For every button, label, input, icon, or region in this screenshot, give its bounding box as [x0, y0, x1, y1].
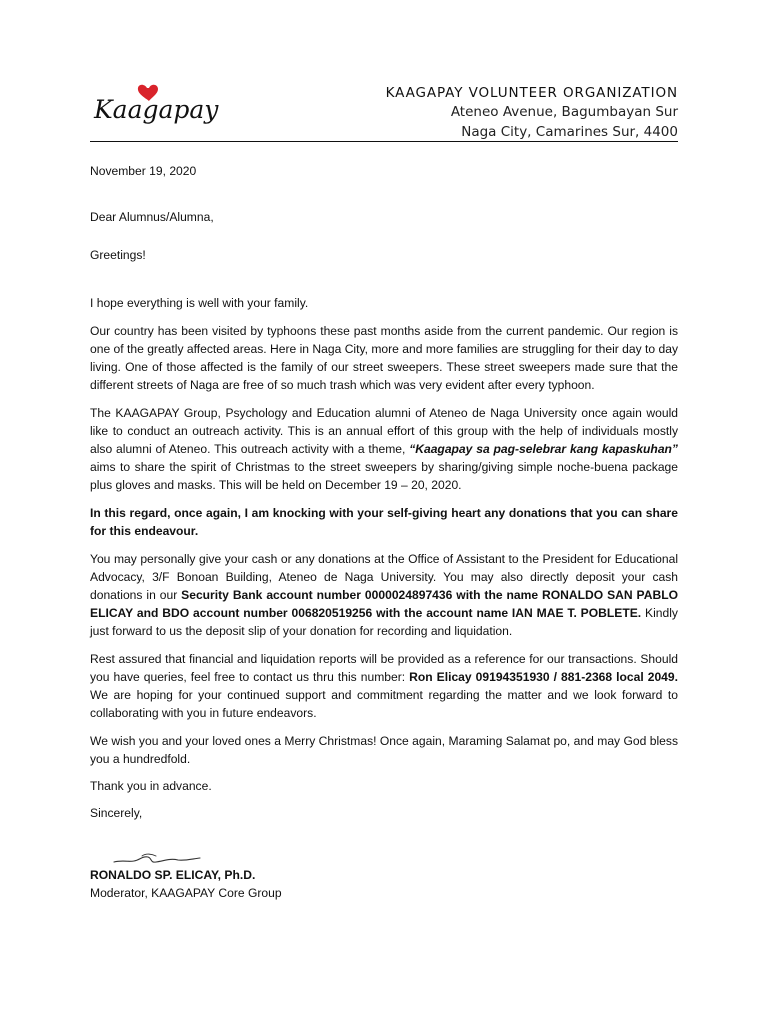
paragraph-3	[90, 404, 678, 494]
paragraph-5	[90, 550, 678, 640]
paragraph-6-text-b: We are hoping for your continued support and commitment regarding the matter and we look forward to collaborating with you in future endeavors.	[90, 688, 678, 720]
paragraph-2: Our country has been visited by typhoons these past months aside from the current pandemic. Our region is one of the greatly affected areas. Here in Naga City, more and more families are struggling for their day to day living. One of those affected is the family of our street sweepers. These street sweepers made sure that the different streets of Naga are free of so much trash which was very evident after every typhoon.	[90, 324, 678, 392]
signer-block	[90, 866, 282, 902]
outreach-theme: “Kaagapay sa pag-selebrar kang kapaskuhan”	[409, 442, 678, 456]
paragraph-6-text-a: Rest assured that financial and liquidation reports will be provided as a reference for our transactions. Should you have queries, feel free to contact us thru this number:	[90, 652, 678, 684]
signer-title: Moderator, KAAGAPAY Core Group	[90, 886, 282, 900]
logo-wordmark: Kaagapay	[94, 95, 219, 124]
kaagapay-logo	[92, 82, 219, 134]
organization-name: KAAGAPAY VOLUNTEER ORGANIZATION	[385, 85, 678, 101]
address-line-1: Ateneo Avenue, Bagumbayan Sur	[450, 104, 678, 120]
header-divider	[90, 141, 678, 142]
bank-details: Security Bank account number 0000024897436 with the name RONALDO SAN PABLO ELICAY and BDO account number 006820519256 with the account name IAN MAE T. POBLETE.	[90, 588, 678, 620]
closing: Sincerely,	[90, 806, 143, 820]
letter-body	[90, 158, 678, 822]
paragraph-5-text-a: You may personally give your cash or any donations at the Office of Assistant to the President for Educational Advocacy, 3/F Bonoan Building, Ateneo de Naga University. You may also directly deposit your cash donations in our	[90, 552, 678, 602]
paragraph-3-text-a: The KAAGAPAY Group, Psychology and Education alumni of Ateneo de Naga University once again would like to conduct an outreach activity. This is an annual effort of this group with the help of individuals mostly also alumni of Ateneo. This outreach activity with a theme,	[90, 406, 678, 456]
paragraph-4: In this regard, once again, I am knocking with your self-giving heart any donations that you can share for this endeavour.	[90, 506, 678, 538]
organization-header	[386, 84, 678, 142]
thanks-line: Thank you in advance.	[90, 779, 212, 793]
paragraph-6	[90, 650, 678, 722]
contact-details: Ron Elicay 09194351930 / 881-2368 local 2049.	[409, 670, 678, 684]
paragraph-3-text-b: aims to share the spirit of Christmas to the street sweepers by sharing/giving simple noche-buena package plus gloves and masks. This will be held on December 19 – 20, 2020.	[90, 460, 678, 492]
signer-name: RONALDO SP. ELICAY, Ph.D.	[90, 868, 256, 882]
greeting: Greetings!	[90, 248, 146, 262]
address-line-2: Naga City, Camarines Sur, 4400	[461, 124, 678, 140]
salutation: Dear Alumnus/Alumna,	[90, 210, 214, 224]
paragraph-7: We wish you and your loved ones a Merry Christmas! Once again, Maraming Salamat po, and may God bless you a hundredfold.	[90, 734, 678, 766]
letter-date: November 19, 2020	[90, 164, 197, 178]
paragraph-5-text-b: Kindly just forward to us the deposit slip of your donation for recording and liquidation.	[90, 606, 678, 638]
paragraph-1: I hope everything is well with your family.	[90, 296, 309, 310]
